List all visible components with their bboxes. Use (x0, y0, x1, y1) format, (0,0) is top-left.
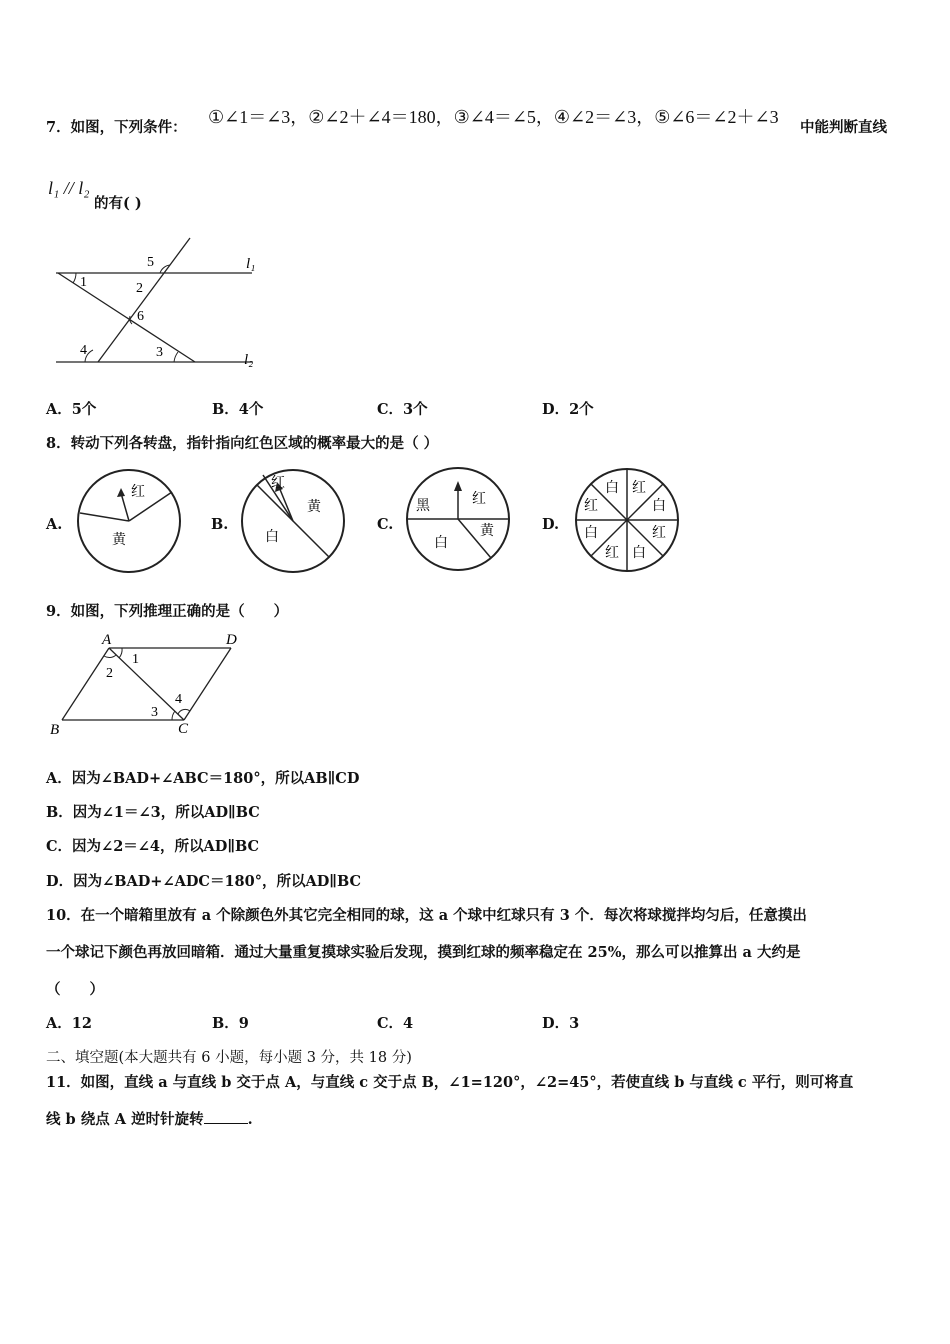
section-2-heading: 二、填空题(本大题共有 6 小题，每小题 3 分，共 18 分) (46, 1050, 412, 1066)
angle-3-label: 3 (156, 345, 163, 360)
angle-6-label: 6 (137, 309, 144, 324)
spinner-c-red: 红 (472, 491, 486, 507)
spinner-d-s6: 红 (605, 545, 619, 561)
spinner-c-white: 白 (434, 535, 448, 551)
q10-option-c[interactable]: C．4 (377, 1015, 414, 1032)
spinner-d-s1: 白 (605, 480, 619, 496)
angle-1-label: 1 (80, 275, 87, 290)
q10-option-a[interactable]: A．12 (46, 1015, 92, 1032)
q9-angle-3-label: 3 (151, 705, 158, 720)
q7-option-d[interactable]: D．2个 (542, 401, 594, 418)
vertex-a: A (102, 632, 112, 648)
l2-label: l₂ (244, 352, 254, 368)
q9-angle-1-label: 1 (132, 652, 139, 667)
q7-stem-end: 的有( ) (94, 195, 142, 212)
q8-option-d-label[interactable]: D. (542, 516, 560, 533)
q8-option-c-label[interactable]: C. (377, 516, 394, 533)
q10-option-d[interactable]: D．3 (542, 1015, 580, 1032)
q8-stem: 8．转动下列各转盘，指针指向红色区域的概率最大的是（ ） (46, 435, 439, 452)
q7-conditions: ①∠1＝∠3，②∠2＋∠4＝180，③∠4＝∠5，④∠2＝∠3，⑤∠6＝∠2＋∠3 (208, 107, 779, 127)
spinner-a[interactable] (75, 467, 185, 577)
spinner-c[interactable] (404, 465, 514, 575)
spinner-a-yellow: 黄 (112, 532, 126, 548)
q7-stem-prefix: 7．如图，下列条件： (46, 119, 187, 136)
spinner-d-s3: 白 (652, 498, 666, 514)
spinner-b-yellow: 黄 (307, 499, 321, 515)
q9-option-c[interactable]: C．因为∠2＝∠4，所以AD∥BC (46, 838, 260, 855)
q7-option-c[interactable]: C．3个 (377, 401, 428, 418)
q7-option-a[interactable]: A．5个 (46, 401, 97, 418)
spinner-d-s7: 白 (584, 525, 598, 541)
q11-line2 (46, 1108, 253, 1129)
q9-angle-4-label: 4 (175, 692, 182, 707)
angle-4-label: 4 (80, 343, 87, 358)
answer-blank[interactable] (204, 1109, 248, 1124)
q9-angle-2-label: 2 (106, 666, 113, 681)
spinner-d[interactable] (573, 466, 683, 576)
vertex-b: B (50, 722, 60, 738)
q10-line3: （ ） (46, 981, 104, 998)
q10-option-b[interactable]: B．9 (212, 1015, 249, 1032)
angle-2-label: 2 (136, 281, 143, 296)
vertex-c: C (178, 721, 189, 737)
angle-5-label: 5 (147, 255, 154, 270)
spinner-a-red: 红 (131, 484, 145, 500)
transversal-2 (98, 238, 190, 362)
q9-figure (44, 628, 254, 743)
q11-line2-prefix: 线 b 绕点 A 逆时针旋转 (46, 1111, 204, 1128)
spinner-c-yellow: 黄 (480, 523, 494, 539)
q7-stem-suffix: 中能判断直线 (800, 119, 887, 136)
vertex-d: D (226, 632, 237, 648)
q8-option-a-label[interactable]: A. (46, 516, 63, 533)
spinner-d-s5: 白 (632, 545, 646, 561)
q9-stem: 9．如图，下列推理正确的是（ ） (46, 603, 289, 620)
q10-line2: 一个球记下颜色再放回暗箱．通过大量重复摸球实验后发现，摸到红球的频率稳定在 25%，那么可以推算出 a 大约是 (46, 944, 801, 961)
spinner-c-black: 黑 (416, 498, 430, 514)
spinner-d-s4: 红 (652, 525, 666, 541)
q11-line1: 11．如图，直线 a 与直线 b 交于点 A，与直线 c 交于点 B，∠1=120°，∠2=45°，若使直线 b 与直线 c 平行，则可将直 (46, 1074, 854, 1091)
transversal-1 (58, 273, 195, 362)
l1-label: l₁ (246, 256, 256, 272)
q10-line1: 10．在一个暗箱里放有 a 个除颜色外其它完全相同的球，这 a 个球中红球只有 3 个．每次将球搅拌均匀后，任意摸出 (46, 907, 807, 924)
q9-option-a[interactable]: A．因为∠BAD+∠ABC＝180°，所以AB∥CD (46, 770, 360, 787)
q11-line2-suffix: . (247, 1111, 253, 1128)
q7-figure (40, 228, 280, 378)
spinner-b-red: 红 (271, 475, 285, 491)
spinner-d-s8: 红 (584, 498, 598, 514)
q7-parallel-expr: l₁ // l₂ (48, 178, 90, 198)
q9-option-d[interactable]: D．因为∠BAD+∠ADC＝180°，所以AD∥BC (46, 873, 362, 890)
spinner-b[interactable] (239, 467, 349, 577)
q7-option-b[interactable]: B．4个 (212, 401, 264, 418)
spinner-d-s2: 红 (632, 480, 646, 496)
spinner-b-white: 白 (265, 529, 279, 545)
q8-option-b-label[interactable]: B. (211, 516, 229, 533)
q9-option-b[interactable]: B．因为∠1＝∠3，所以AD∥BC (46, 804, 260, 821)
